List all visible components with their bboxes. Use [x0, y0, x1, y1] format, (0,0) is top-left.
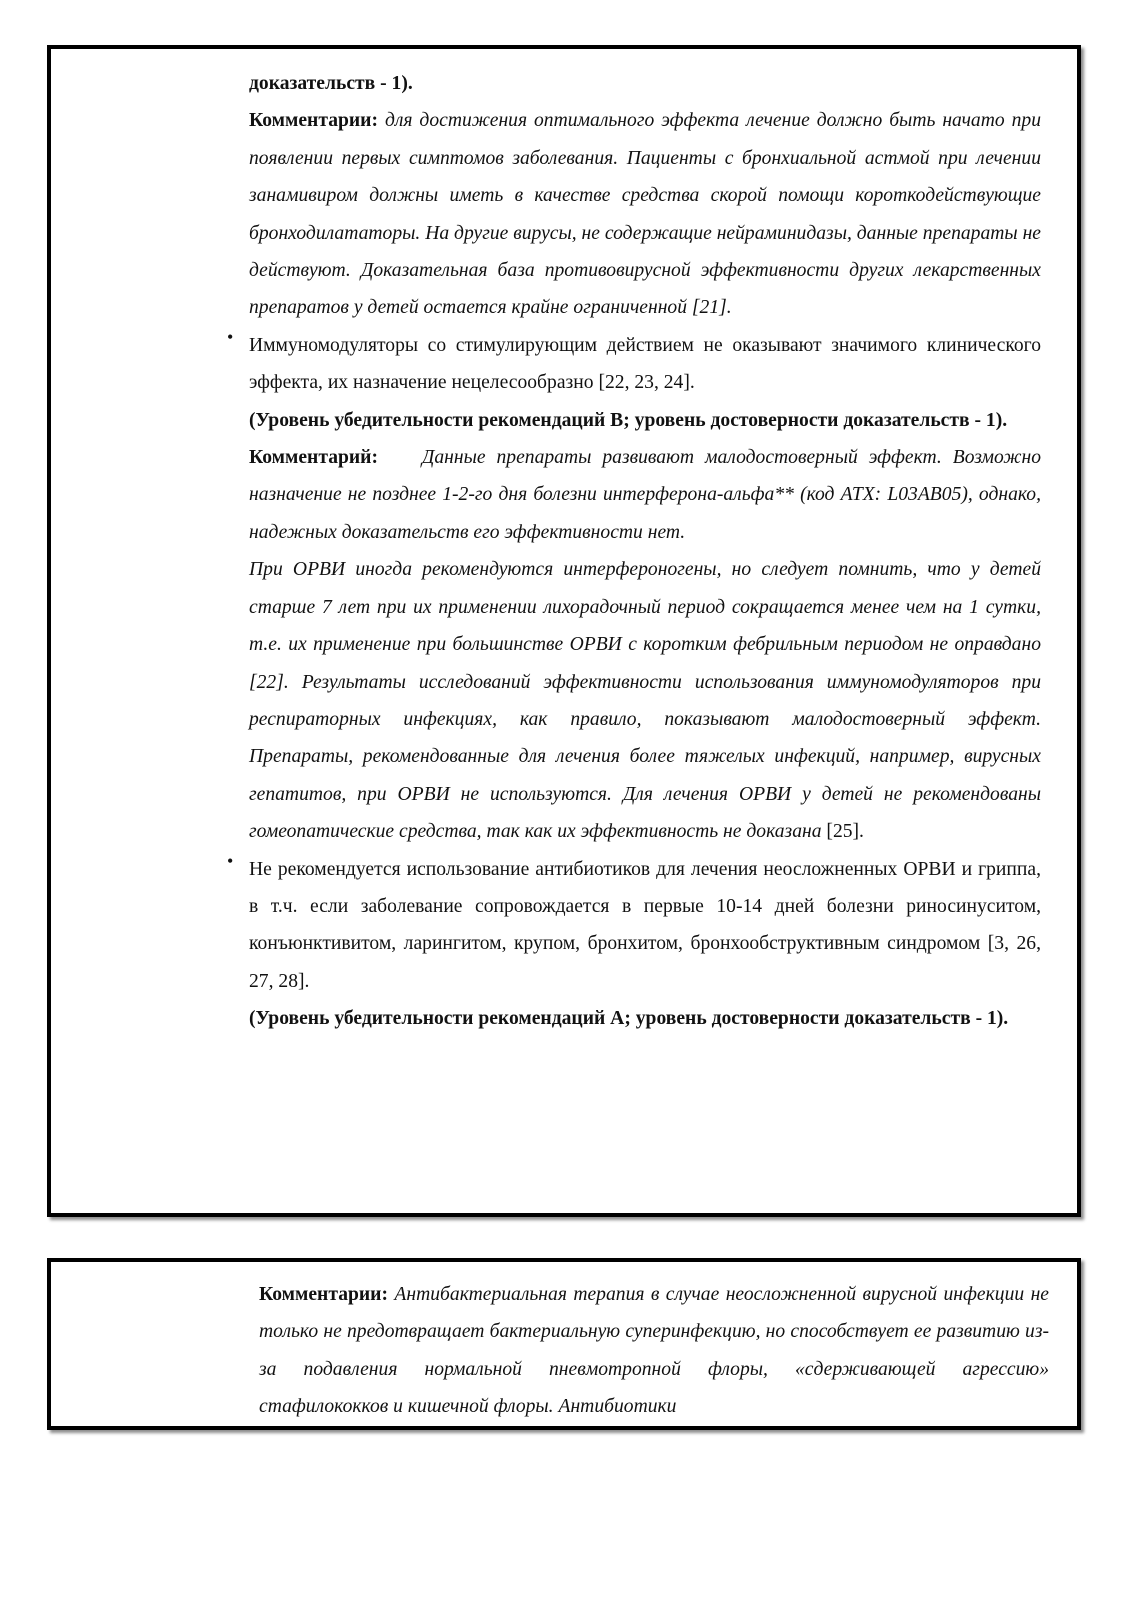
- list-item-text: Иммуномодуляторы со стимулирующим действием не оказывают значимого клинического эффекта, их назначение нецелесообразно [22, 23, 24].: [249, 334, 1041, 394]
- comment-label: Комментарии:: [259, 1284, 388, 1305]
- section-2-content: [259, 1276, 1049, 1426]
- comment-paragraph-1: [249, 102, 1041, 326]
- comment-paragraph-3: [249, 551, 1041, 850]
- comment-paragraph-4: [259, 1276, 1049, 1426]
- bullet-icon: •: [227, 326, 234, 347]
- comment-paragraph-2: [249, 439, 1041, 551]
- comment-text: для достижения оптимального эффекта лечение должно быть начато при появлении первых симптомов заболевания. Пациенты с бронхиальной астмой при лечении занамивиром должны иметь в качестве средства скорой помощи короткодействующие бронходилататоры. На другие вирусы, не содержащие нейраминидазы, данные препараты не действуют. Доказательная база противовирусной эффективности других лекарственных препаратов у детей остается крайне ограниченной [21].: [249, 110, 1041, 319]
- comment-text: При ОРВИ иногда рекомендуются интерфероногены, но следует помнить, что у детей старше 7 лет при их применении лихорадочный период сокращается менее чем на 1 сутки, т.е. их применение при большинстве ОРВИ с коротким фебрильным периодом не оправдано [22]. Результаты исследований эффективности использования иммуномодуляторов при респираторных инфекциях, как правило, показывают малодостоверный эффект. Препараты, рекомендованные для лечения более тяжелых инфекций, например, вирусных гепатитов, при ОРВИ не используются. Для лечения ОРВИ у детей не рекомендованы гомеопатические средства, так как их эффективность не доказана: [249, 559, 1041, 843]
- section-1-content: [227, 65, 1041, 1038]
- evidence-level-b: (Уровень убедительности рекомендаций B; уровень достоверности доказательств - 1).: [249, 409, 1008, 431]
- list-item-antibiotics: [227, 850, 1041, 1001]
- list-item-text: Не рекомендуется использование антибиотиков для лечения неосложненных ОРВИ и гриппа, в т.ч. если заболевание сопровождается в первые 10-14 дней болезни риносинуситом, конъюнктивитом, ларингитом, крупом, бронхитом, бронхообструктивным синдромом [3, 26, 27, 28].: [249, 858, 1041, 992]
- evidence-level-tail: доказательств - 1).: [249, 73, 413, 94]
- comment-text: Антибактериальная терапия в случае неосложненной вирусной инфекции не только не предотвращает бактериальную суперинфекцию, но способствует ее развитию из-за подавления нормальной пневмотропной флоры, «сдерживающей агрессию» стафилококков и кишечной флоры. Антибиотики: [259, 1284, 1049, 1418]
- comment-text: Данные препараты развивают малодостоверный эффект. Возможно назначение не позднее 1-2-го дня болезни интерферона-альфа** (код АТХ: L03AB05), однако, надежных доказательств его эффективности нет.: [249, 447, 1041, 543]
- page-section-2: [47, 1258, 1081, 1430]
- reference: [25].: [821, 821, 864, 843]
- list-item-immunomodulators: [227, 326, 1041, 402]
- page-section-1: [47, 45, 1081, 1217]
- bullet-icon: •: [227, 850, 234, 871]
- evidence-level-a: (Уровень убедительности рекомендаций A; уровень достоверности доказательств - 1).: [249, 1008, 1009, 1030]
- comment-label: Комментарии:: [249, 110, 378, 132]
- comment-label: Комментарий:: [249, 447, 378, 469]
